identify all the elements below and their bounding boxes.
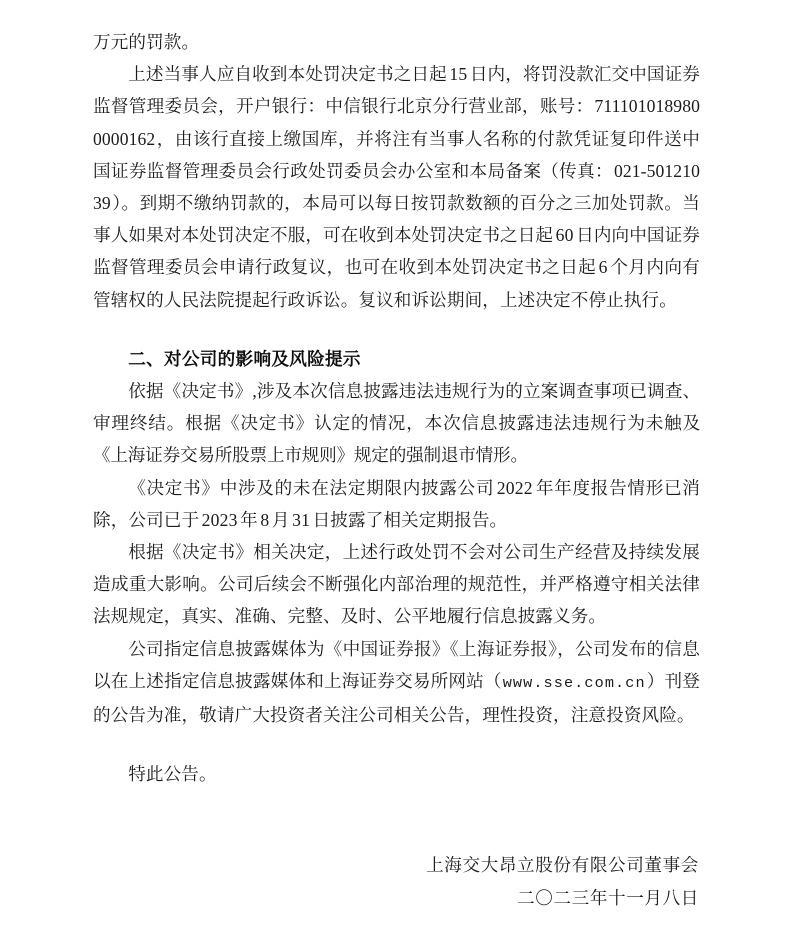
paragraph-investigation-concluded: 依据《决定书》,涉及本次信息披露违法违规行为的立案调查事项已调查、审理终结。根据《决定书》认定的情况，本次信息披露违法违规行为未触及《上海证券交易所股票上市规则》规定的强制退市情形。 — [93, 381, 700, 466]
penalty-mid3-text: ）。到期不缴纳罚款的，本局可以每日按罚款数额的百分之三加处罚款。当事人如果对本处罚决定不服，可在收到本处罚决定书之日起 — [93, 193, 700, 246]
litigation-period-months: 6 — [598, 257, 608, 278]
gap-before-signature — [93, 790, 700, 849]
disclosure-month: 8 — [260, 509, 270, 530]
signature-date: 二〇二三年十一月八日 — [517, 888, 699, 909]
report-mid1-text: 年年度报告情形已消除，公司已于 — [93, 477, 700, 530]
paragraph-penalty-payment-instructions — [93, 58, 700, 316]
payment-deadline-days: 15 — [449, 64, 468, 85]
paragraph-continued-penalty-amount — [93, 26, 700, 58]
document-body — [93, 26, 700, 915]
closing-statement: 特此公告。 — [128, 764, 217, 785]
report-mid2-text: 年 — [240, 509, 258, 530]
penalty-mid1-text: 日内，将罚没款汇交中国证券监督管理委员会，开户银行：中信银行北京分行营业部，账号： — [93, 64, 700, 117]
disclosure-year: 2023 — [201, 509, 238, 530]
gap-before-closing — [93, 731, 700, 758]
penalty-tail-text: 个月内向有管辖权的人民法院提起行政诉讼。复议和诉讼期间，上述决定不停止执行。 — [93, 257, 700, 310]
penalty-lead-text: 上述当事人应自收到本处罚决定书之日起 — [128, 64, 447, 85]
section-gap-before-heading — [93, 316, 700, 343]
fax-number: 021-50121039 — [93, 160, 700, 214]
report-lead-text: 《决定书》中涉及的未在法定期限内披露公司 — [128, 477, 495, 498]
report-mid3-text: 月 — [271, 509, 290, 530]
sse-website-url: www.sse.com.cn — [502, 673, 646, 692]
penalty-mid2-text: ，由该行直接上缴国库，并将注有当事人名称的付款凭证复印件送中国证券监督管理委员会行政处罚委员会办公室和本局备案（传真： — [93, 128, 700, 181]
section-heading-two: 二、对公司的影响及风险提示 — [128, 348, 361, 369]
media-tail-text: ）刊登的公告为准，敬请广大投资者关注公司相关公告，理性投资，注意投资风险。 — [93, 670, 700, 726]
report-tail-text: 日披露了相关定期报告。 — [312, 509, 508, 530]
bank-account-number: 7111010189800000162 — [93, 96, 700, 149]
paragraph-designated-media — [93, 633, 700, 732]
signatory-issuer: 上海交大昂立股份有限公司董事会 — [426, 855, 699, 876]
disclosure-day: 31 — [292, 509, 311, 530]
signature-block — [93, 849, 700, 914]
annual-report-year: 2022 — [496, 477, 533, 498]
paragraph-no-material-impact: 根据《决定书》相关决定，上述行政处罚不会对公司生产经营及持续发展造成重大影响。公司后续会不断强化内部治理的规范性，并严格遵守相关法律法规规定，真实、准确、完整、及时、公平地履行信息披露义务。 — [93, 542, 700, 627]
continued-sentence-text: 万元的罚款。 — [93, 32, 200, 52]
media-lead-text: 公司指定信息披露媒体为《中国证券报》《上海证券报》，公司发布的信息以在上述指定信息披露媒体和上海证券交易所网站（ — [93, 638, 700, 691]
administrative-review-days: 60 — [555, 225, 574, 246]
paragraph-annual-report-disclosure — [93, 472, 700, 536]
penalty-mid4-text: 日内向中国证券监督管理委员会申请行政复议，也可在收到本处罚决定书之日起 — [93, 225, 701, 278]
